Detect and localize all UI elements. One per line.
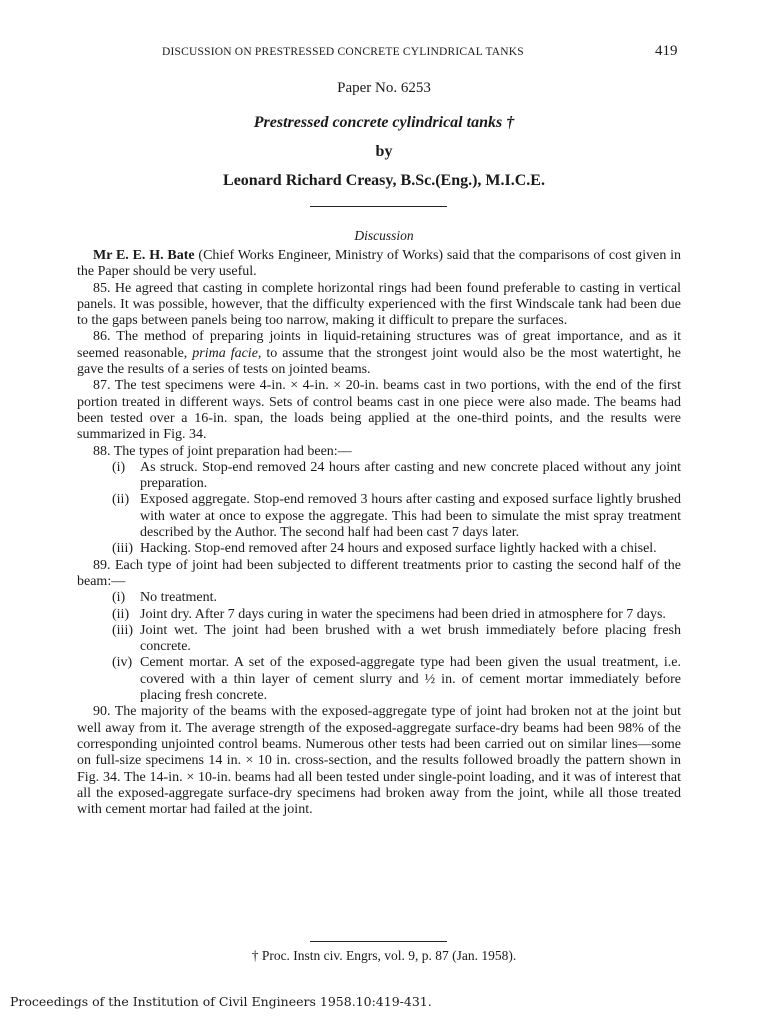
paragraph-86: 86. The method of preparing joints in liquid-retaining structures was of great importance, and as it seemed reasonable, prima facie, to assume that the strongest joint would also be the most watertight, he gave the results of a series of tests on jointed beams. xyxy=(77,329,681,378)
footnote-divider xyxy=(310,941,447,942)
paragraph-84: Mr E. E. H. Bate (Chief Works Engineer, Ministry of Works) said that the comparisons of cost given in the Paper should be very useful. xyxy=(77,248,681,280)
running-title: DISCUSSION ON PRESTRESSED CONCRETE CYLINDRICAL TANKS xyxy=(162,46,524,58)
byline-by: by xyxy=(375,143,393,160)
paper-number: Paper No. 6253 xyxy=(337,80,431,96)
list-item: (i) As struck. Stop-end removed 24 hours after casting and new concrete placed without any joint preparation. xyxy=(112,459,681,492)
list-item: (i) No treatment. xyxy=(112,590,217,606)
citation-line: Proceedings of the Institution of Civil Engineers 1958.10:419-431. xyxy=(10,994,432,1009)
page-number: 419 xyxy=(655,43,678,59)
list-item: (iii) Joint wet. The joint had been brushed with a wet brush immediately before placing fresh concrete. xyxy=(112,622,681,655)
author-name: Leonard Richard Creasy, B.Sc.(Eng.), M.I.C.E. xyxy=(223,172,545,189)
paper-title: Prestressed concrete cylindrical tanks † xyxy=(253,114,515,131)
paragraph-90: 90. The majority of the beams with the exposed-aggregate type of joint had broken not at the joint but well away from it. The average strength of the exposed-aggregate surface-dry beams had been 98% of the corresponding unjointed control beams. Numerous other tests had been carried out on similar lines—some on full-size specimens 14 in. × 10 in. cross-section, and the results followed broadly the pattern shown in Fig. 34. The 14-in. × 10-in. beams had all been tested under single-point loading, and it was of interest that all the exposed-aggregate surface-dry specimens had broken away from the joint, while all those treated with cement mortar had failed at the joint. xyxy=(77,704,681,818)
section-heading: Discussion xyxy=(354,228,414,243)
title-divider xyxy=(310,206,447,207)
paragraph-87: 87. The test specimens were 4-in. × 4-in. × 20-in. beams cast in two portions, with the end of the first portion treated in different ways. Sets of control beams cast in one piece were also made. The beams had been tested over a 16-in. span, the loads being applied at the one-third points, and the results were summarized in Fig. 34. xyxy=(77,378,681,443)
list-item: (iv) Cement mortar. A set of the exposed-aggregate type had been given the usual treatment, i.e. covered with a thin layer of cement slurry and ½ in. of cement mortar immediately before placing fresh concrete. xyxy=(112,655,681,704)
list-item: (ii) Joint dry. After 7 days curing in water the specimens had been dried in atmosphere for 7 days. xyxy=(112,606,666,622)
paragraph-88: 88. The types of joint preparation had been:— xyxy=(93,443,352,459)
footnote: † Proc. Instn civ. Engrs, vol. 9, p. 87 (Jan. 1958). xyxy=(251,948,517,963)
paragraph-89: 89. Each type of joint had been subjected to different treatments prior to casting the second half of the beam:— xyxy=(77,557,681,589)
paragraph-85: 85. He agreed that casting in complete horizontal rings had been found preferable to casting in vertical panels. It was possible, however, that the difficulty experienced with the first Windscale tank had been due to the gaps between panels being too narrow, making it difficult to prepare the surfaces. xyxy=(77,280,681,329)
list-item: (iii) Hacking. Stop-end removed after 24 hours and exposed surface lightly hacked with a chisel. xyxy=(112,541,657,557)
speaker-name: Mr E. E. H. Bate xyxy=(93,248,195,263)
discussion-body xyxy=(77,248,681,818)
list-item: (ii) Exposed aggregate. Stop-end removed 3 hours after casting and exposed surface lightly brushed with water at once to expose the aggregate. This had been to simulate the mist spray treatment described by the Author. The second half had been cast 7 days later. xyxy=(112,492,681,541)
running-header xyxy=(0,43,768,63)
